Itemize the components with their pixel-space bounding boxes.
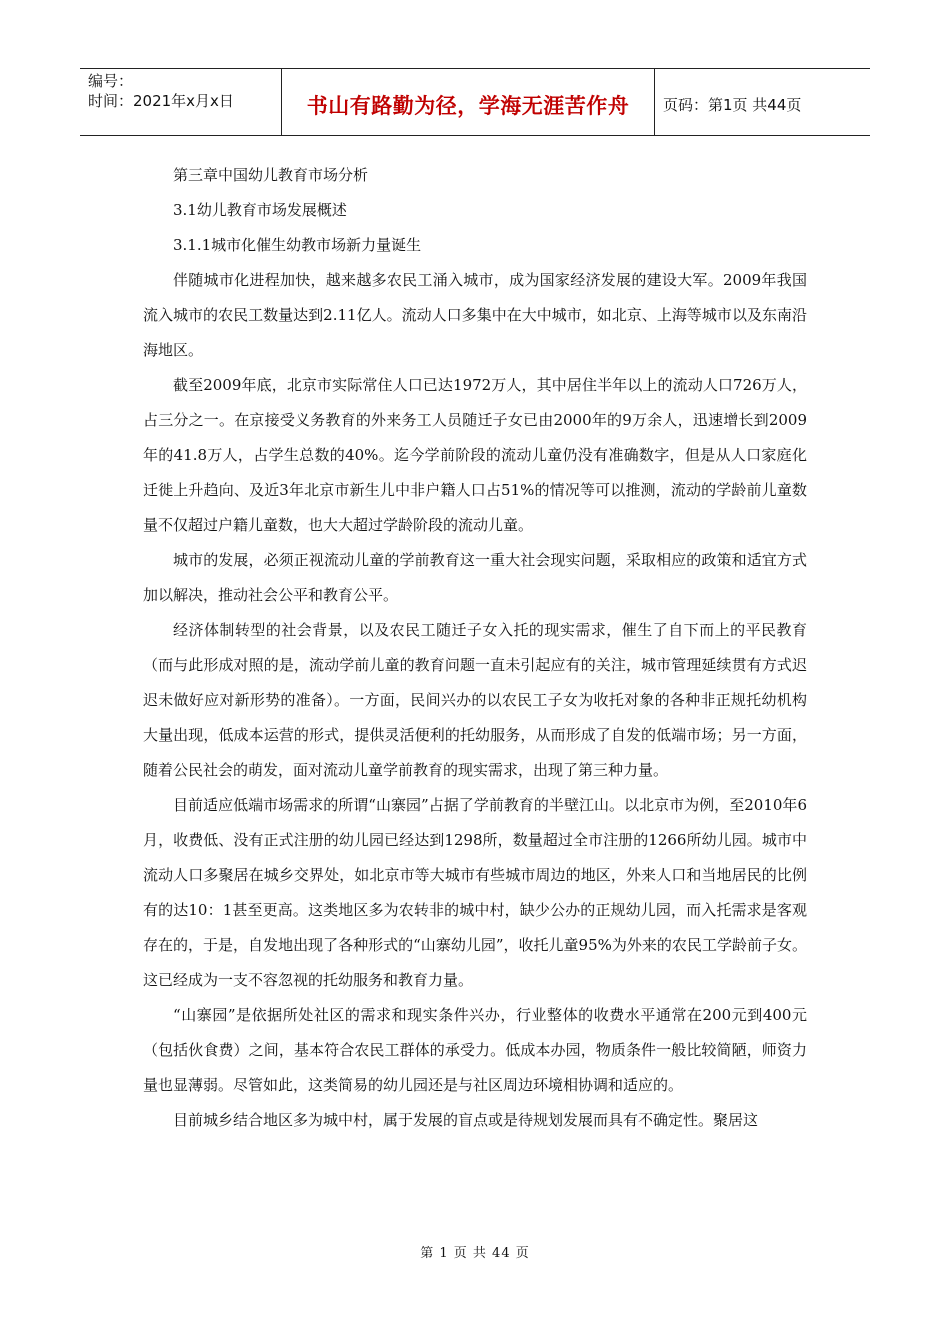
date-label: 时间：2021年x月x日 bbox=[88, 92, 234, 110]
chapter-heading: 第三章中国幼儿教育市场分析 bbox=[173, 166, 369, 184]
header-motto-cell bbox=[282, 69, 655, 135]
body-paragraph: 目前城乡结合地区多为城中村，属于发展的盲点或是待规划发展而具有不确定性。聚居这 bbox=[173, 1111, 759, 1129]
body-paragraph: 截至2009年底，北京市实际常住人口已达1972万人，其中居住半年以上的流动人口726万人，占三分之一。在京接受义务教育的外来务工人员随迁子女已由2000年的9万余人，迅速增长到2009年的41.8万人，占学生总数的40%。迄今学前阶段的流动儿童仍没有准确数字，但是从人口家庭化迁徙上升趋向、及近3年北京市新生儿中非户籍人口占51%的情况等可以推测，流动的学龄前儿童数量不仅超过户籍儿童数，也大大超过学龄阶段的流动儿童。 bbox=[143, 376, 807, 534]
body-paragraph: 伴随城市化进程加快，越来越多农民工涌入城市，成为国家经济发展的建设大军。2009年我国流入城市的农民工数量达到2.11亿人。流动人口多集中在大中城市，如北京、上海等城市以及东南沿海地区。 bbox=[143, 271, 807, 359]
page-info-text: 页码：第1页 共44页 bbox=[663, 95, 802, 114]
subsection-heading: 3.1.1城市化催生幼教市场新力量诞生 bbox=[173, 236, 422, 254]
page-footer bbox=[0, 1242, 950, 1261]
header-page-info bbox=[655, 69, 870, 135]
body-paragraph: 目前适应低端市场需求的所谓“山寨园”占据了学前教育的半壁江山。以北京市为例，至2010年6月，收费低、没有正式注册的幼儿园已经达到1298所，数量超过全市注册的1266所幼儿园。城市中流动人口多聚居在城乡交界处，如北京市等大城市有些城市周边的地区，外来人口和当地居民的比例有的达10：1甚至更高。这类地区多为农转非的城中村，缺少公办的正规幼儿园，而入托需求是客观存在的，于是，自发地出现了各种形式的“山寨幼儿园”，收托儿童95%为外来的农民工学龄前子女。这已经成为一支不容忽视的托幼服务和教育力量。 bbox=[143, 796, 807, 989]
section-heading: 3.1幼儿教育市场发展概述 bbox=[173, 201, 347, 219]
body-paragraph: 城市的发展，必须正视流动儿童的学前教育这一重大社会现实问题，采取相应的政策和适宜方式加以解决，推动社会公平和教育公平。 bbox=[143, 551, 807, 604]
header-meta bbox=[80, 69, 282, 135]
motto-text: 书山有路勤为径，学海无涯苦作舟 bbox=[306, 94, 630, 118]
number-label: 编号： bbox=[88, 72, 134, 90]
body-paragraph: “山寨园”是依据所处社区的需求和现实条件兴办，行业整体的收费水平通常在200元到400元（包括伙食费）之间，基本符合农民工群体的承受力。低成本办园，物质条件一般比较简陋，师资力量也显薄弱。尽管如此，这类简易的幼儿园还是与社区周边环境相协调和适应的。 bbox=[143, 1006, 807, 1094]
body-paragraph: 经济体制转型的社会背景，以及农民工随迁子女入托的现实需求，催生了自下而上的平民教育（而与此形成对照的是，流动学前儿童的教育问题一直未引起应有的关注，城市管理延续贯有方式迟迟未做好应对新形势的准备）。一方面，民间兴办的以农民工子女为收托对象的各种非正规托幼机构大量出现，低成本运营的形式，提供灵活便利的托幼服务，从而形成了自发的低端市场；另一方面，随着公民社会的萌发，面对流动儿童学前教育的现实需求，出现了第三种力量。 bbox=[143, 621, 807, 779]
document-header bbox=[80, 68, 870, 136]
document-body bbox=[143, 158, 807, 1138]
footer-page-number: 第 1 页 共 44 页 bbox=[420, 1246, 530, 1261]
